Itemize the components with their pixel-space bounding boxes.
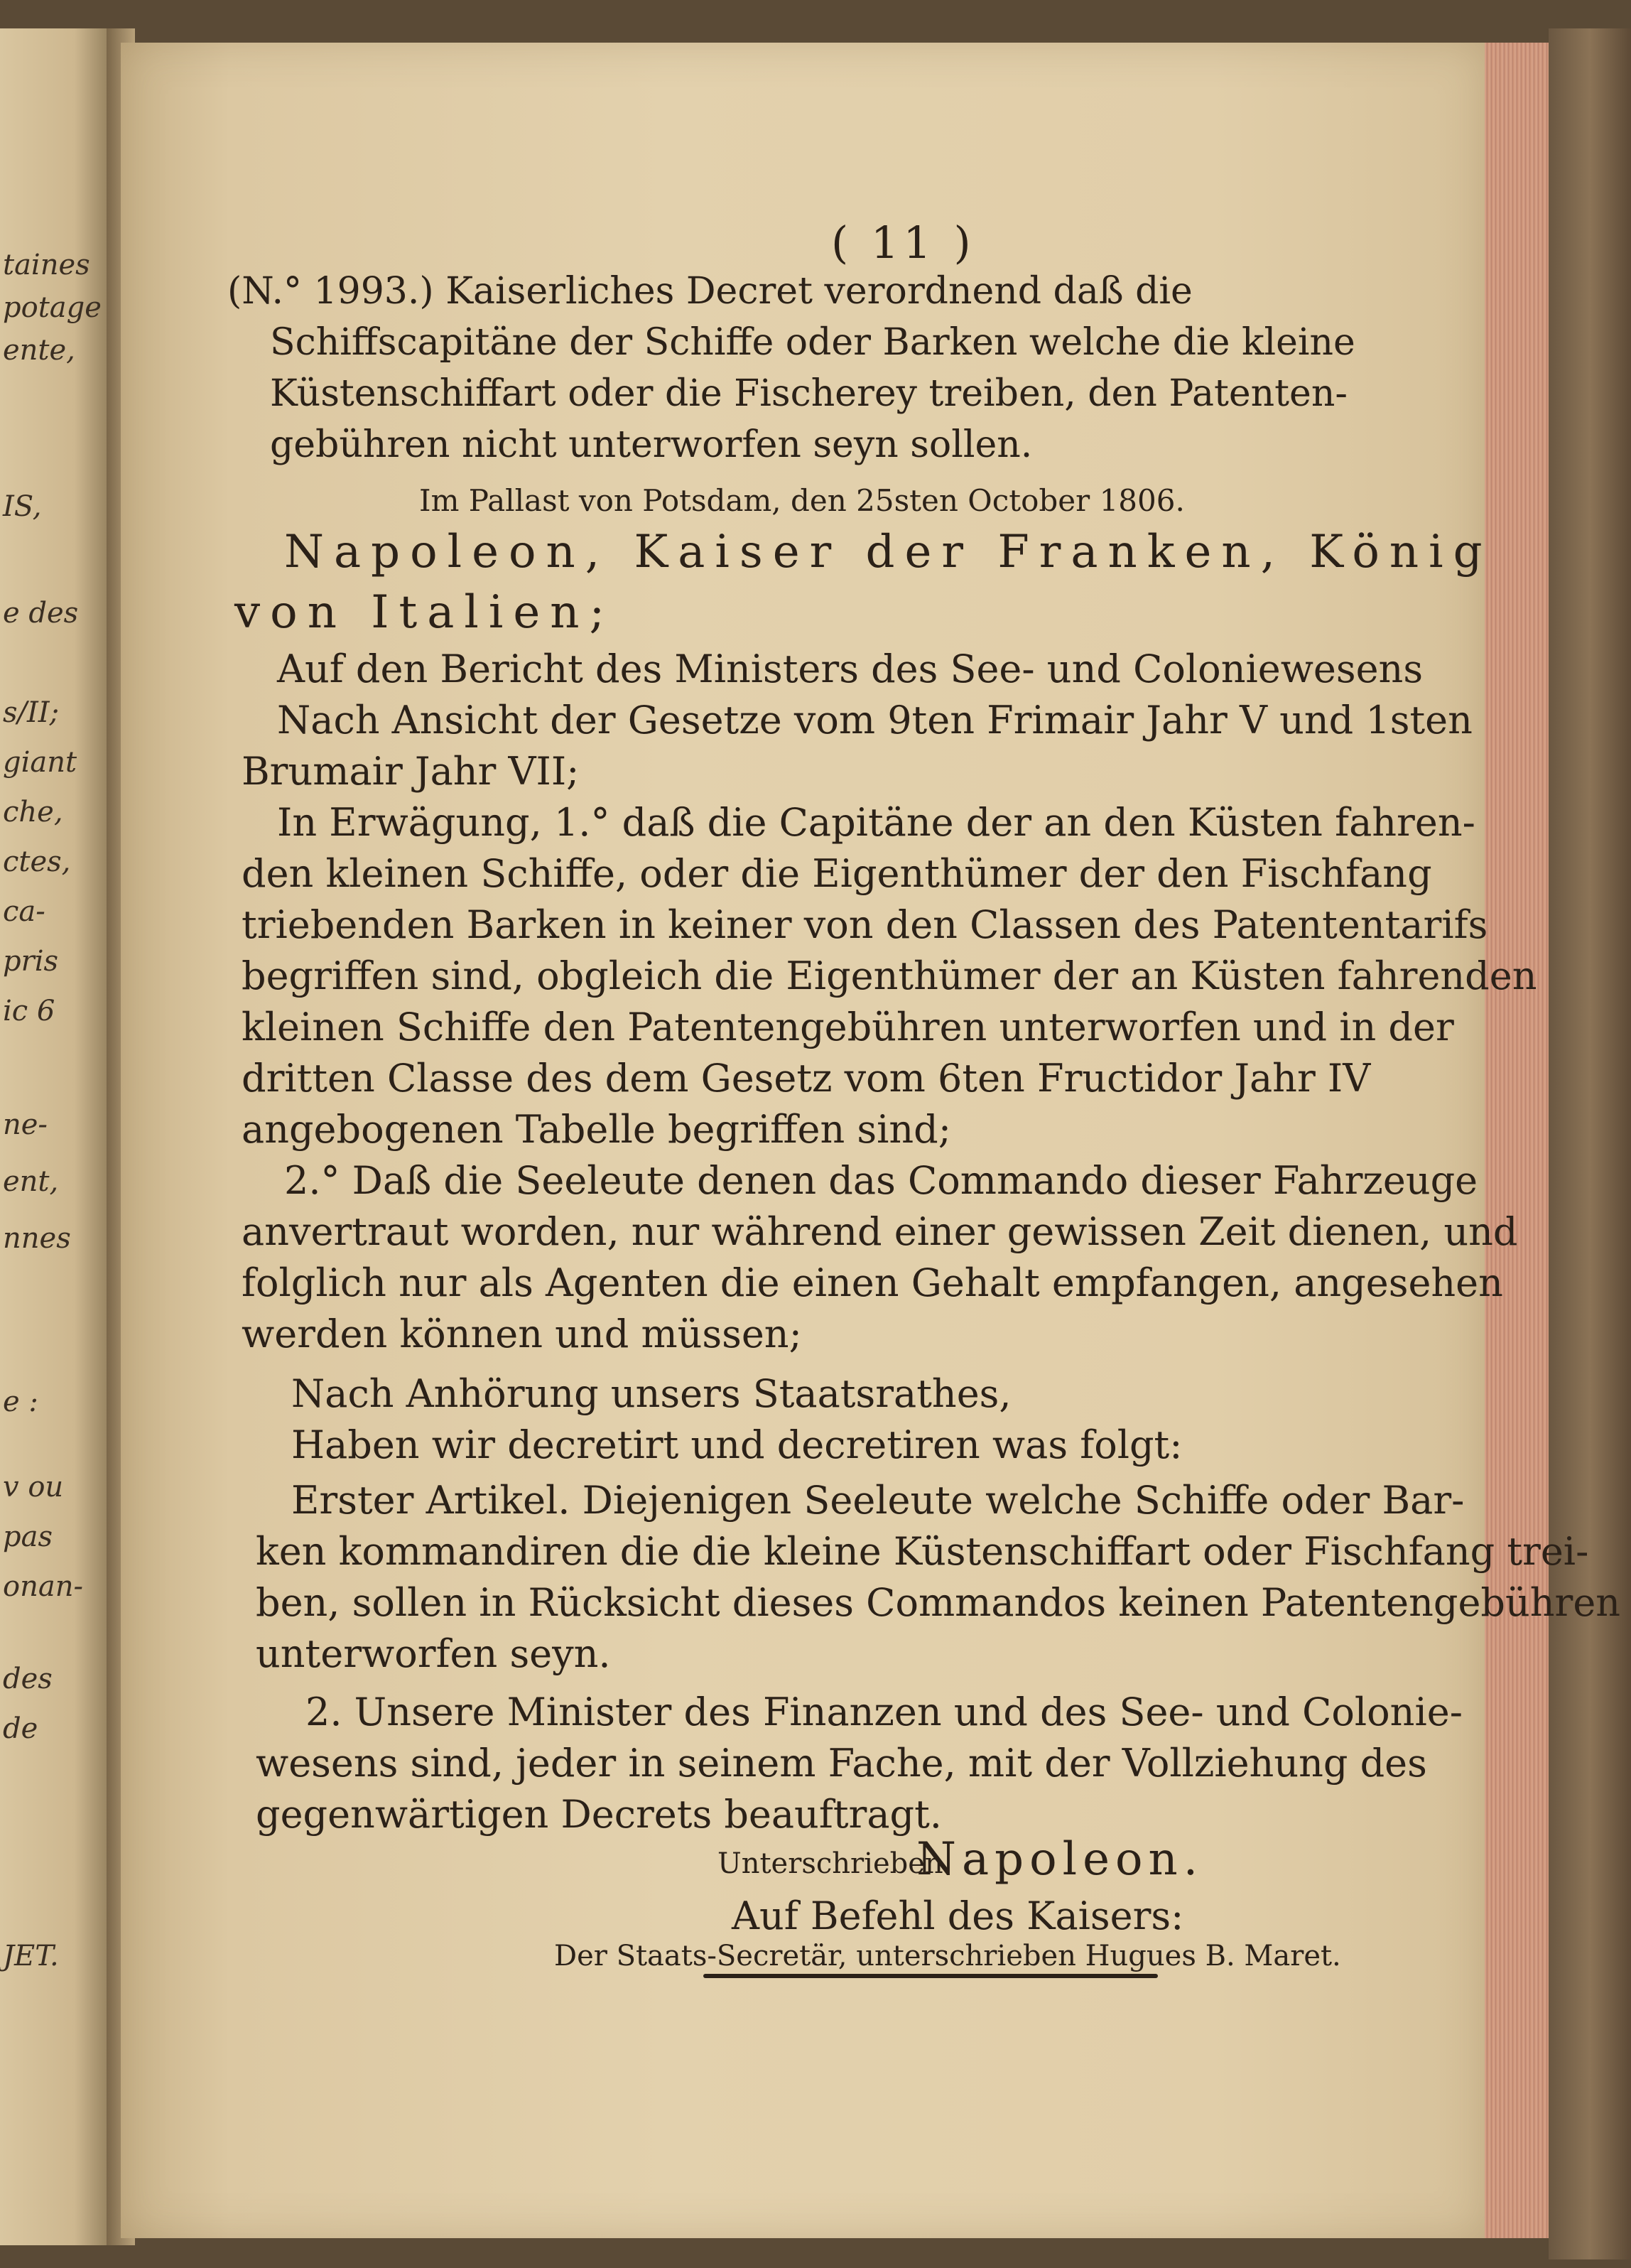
date-line: Im Pallast von Potsdam, den 25sten October 1806. — [419, 483, 1185, 518]
body-line: ben, sollen in Rücksicht dieses Commandos keinen Patentengebühren — [256, 1580, 1621, 1625]
body-line: 2.° Daß die Seeleute denen das Commando dieser Fahrzeuge — [284, 1158, 1478, 1203]
body-line: dritten Classe des dem Gesetz vom 6ten Fructidor Jahr IV — [242, 1056, 1371, 1101]
margin-fragment: IS, — [3, 490, 42, 523]
margin-fragment: de — [3, 1712, 38, 1745]
document-page — [121, 43, 1621, 2238]
body-line: unterworfen seyn. — [256, 1631, 611, 1676]
margin-fragment: JET. — [3, 1940, 59, 1972]
body-line: Auf den Bericht des Ministers des See- und Coloniewesens — [277, 647, 1424, 691]
margin-fragment: ic 6 — [3, 995, 55, 1027]
body-line: Nach Anhörung unsers Staatsrathes, — [291, 1371, 1012, 1416]
margin-fragment: potage — [3, 291, 102, 324]
decree-title-line: Küstenschiffart oder die Fischerey treiben, den Patenten- — [270, 372, 1348, 415]
decree-heading: von Italien; — [234, 586, 614, 639]
margin-fragment: des — [3, 1663, 53, 1695]
body-line: Nach Ansicht der Gesetze vom 9ten Frimair Jahr V und 1sten — [277, 698, 1473, 742]
body-line: Haben wir decretirt und decretiren was folgt: — [291, 1422, 1183, 1467]
margin-fragment: ne- — [3, 1108, 48, 1141]
margin-fragment: e des — [3, 597, 79, 630]
margin-fragment: e : — [3, 1386, 38, 1418]
decree-title-line: Schiffscapitäne der Schiffe oder Barken welche die kleine — [270, 321, 1355, 364]
decree-title-line: gebühren nicht unterworfen seyn sollen. — [270, 423, 1033, 466]
margin-fragment: giant — [3, 746, 77, 779]
margin-fragment: pas — [3, 1521, 53, 1553]
margin-fragment: ent, — [3, 1165, 59, 1198]
signed-label: Unterschrieben — [717, 1847, 943, 1880]
body-line: triebenden Barken in keiner von den Classen des Patententarifs — [242, 902, 1488, 947]
order-line: Auf Befehl des Kaisers: — [732, 1894, 1184, 1938]
secretary-line: Der Staats-Secretär, unterschrieben Hugues B. Maret. — [554, 1940, 1341, 1972]
body-line: wesens sind, jeder in seinem Fache, mit der Vollziehung des — [256, 1741, 1427, 1786]
margin-fragment: v ou — [3, 1471, 64, 1503]
body-line: Erster Artikel. Diejenigen Seeleute welche Schiffe oder Bar- — [291, 1478, 1465, 1523]
body-line: 2. Unsere Minister des Finanzen und des See- und Colonie- — [305, 1690, 1463, 1734]
signed-name: Napoleon. — [916, 1833, 1204, 1886]
body-line: ken kommandiren die die kleine Küstenschiffart oder Fischfang trei- — [256, 1529, 1589, 1574]
book-cover-edge — [1549, 28, 1631, 2259]
body-line: begriffen sind, obgleich die Eigenthümer der an Küsten fahrenden — [242, 954, 1537, 998]
margin-fragment: ctes, — [3, 846, 71, 878]
margin-fragment: che, — [3, 796, 63, 828]
margin-fragment: nnes — [3, 1222, 71, 1255]
body-line: den kleinen Schiffe, oder die Eigenthümer der den Fischfang — [242, 851, 1432, 896]
body-line: Brumair Jahr VII; — [242, 749, 580, 794]
decree-title-line: (N.° 1993.) Kaiserliches Decret verordnend daß die — [227, 270, 1193, 313]
body-line: werden können und müssen; — [242, 1312, 802, 1356]
page-number: ( 11 ) — [831, 217, 975, 269]
body-line: gegenwärtigen Decrets beauftragt. — [256, 1792, 942, 1837]
margin-fragment: ente, — [3, 334, 75, 367]
body-line: angebogenen Tabelle begriffen sind; — [242, 1107, 951, 1152]
body-line: anvertraut worden, nur während einer gewissen Zeit dienen, und — [242, 1209, 1518, 1254]
body-line: folglich nur als Agenten die einen Gehalt empfangen, angesehen — [242, 1260, 1503, 1305]
margin-fragment: ca- — [3, 895, 45, 928]
closing-rule — [703, 1974, 1158, 1978]
left-margin-text — [0, 28, 107, 2245]
left-page-edge — [0, 28, 107, 2245]
page-text — [121, 43, 1621, 2238]
margin-fragment: onan- — [3, 1570, 83, 1603]
margin-fragment: s/II; — [3, 696, 60, 729]
decree-heading: Napoleon, Kaiser der Franken, König — [284, 526, 1492, 578]
margin-fragment: taines — [3, 249, 90, 281]
body-line: kleinen Schiffe den Patentengebühren unterworfen und in der — [242, 1005, 1454, 1049]
margin-fragment: pris — [3, 945, 59, 978]
body-line: In Erwägung, 1.° daß die Capitäne der an den Küsten fahren- — [277, 800, 1475, 845]
